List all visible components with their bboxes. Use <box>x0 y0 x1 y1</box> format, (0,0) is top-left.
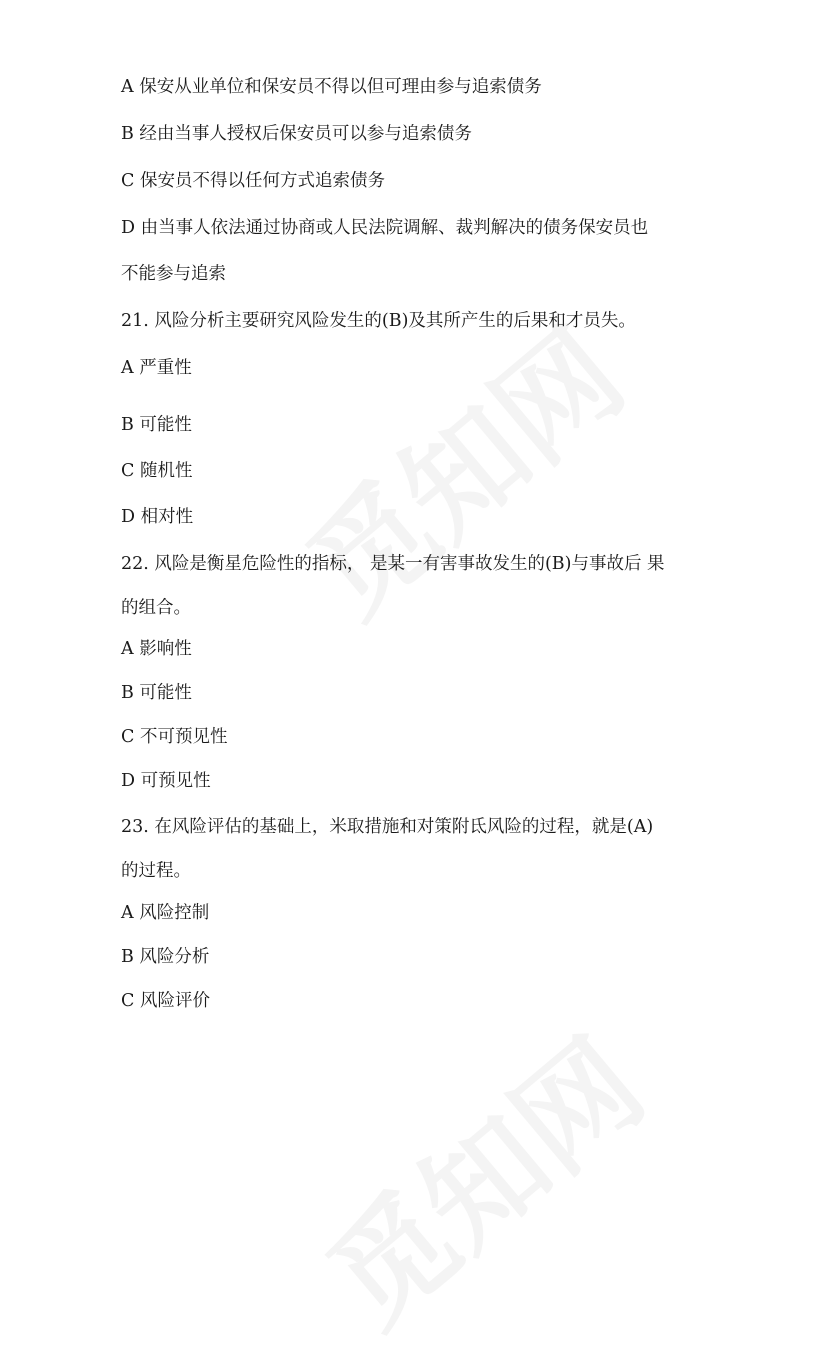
watermark-top <box>267 284 653 647</box>
question-23: 23. 在风险评估的基础上，米取措施和对策附氐风险的过程，就是(A) <box>121 817 654 837</box>
question-23-cont: 的过程。 <box>121 861 191 881</box>
q22-option-d: D 可预见性 <box>121 771 211 791</box>
option-c-prev: C 保安员不得以任何方式追索债务 <box>121 171 385 191</box>
option-d-prev-cont: 不能参与追索 <box>121 264 226 284</box>
q22-option-b: B 可能性 <box>121 683 192 703</box>
question-22: 22. 风险是衡星危险性的指标， 是某一有害事故发生的(B)与事故后 果 <box>121 554 665 574</box>
q23-option-c: C 风险评价 <box>121 991 210 1011</box>
q22-option-c: C 不可预见性 <box>121 727 228 747</box>
q21-option-a: A 严重性 <box>121 358 192 378</box>
option-d-prev: D 由当事人依法通过协商或人民法院调解、裁判解决的债务保安员也 <box>121 218 649 238</box>
q21-option-d: D 相对性 <box>121 507 194 527</box>
question-21: 21. 风险分析主要研究风险发生的(B)及其所产生的后果和才员失。 <box>121 311 636 331</box>
option-a-prev: A 保安从业单位和保安员不得以但可理由参与追索债务 <box>121 77 542 97</box>
q21-option-b: B 可能性 <box>121 415 192 435</box>
q23-option-b: B 风险分析 <box>121 947 210 967</box>
q21-option-c: C 随机性 <box>121 461 193 481</box>
question-22-cont: 的组合。 <box>121 598 191 618</box>
q23-option-a: A 风险控制 <box>121 903 210 923</box>
q22-option-a: A 影响性 <box>121 639 192 659</box>
option-b-prev: B 经由当事人授权后保安员可以参与追索债务 <box>121 124 472 144</box>
watermark-bottom <box>287 994 673 1357</box>
